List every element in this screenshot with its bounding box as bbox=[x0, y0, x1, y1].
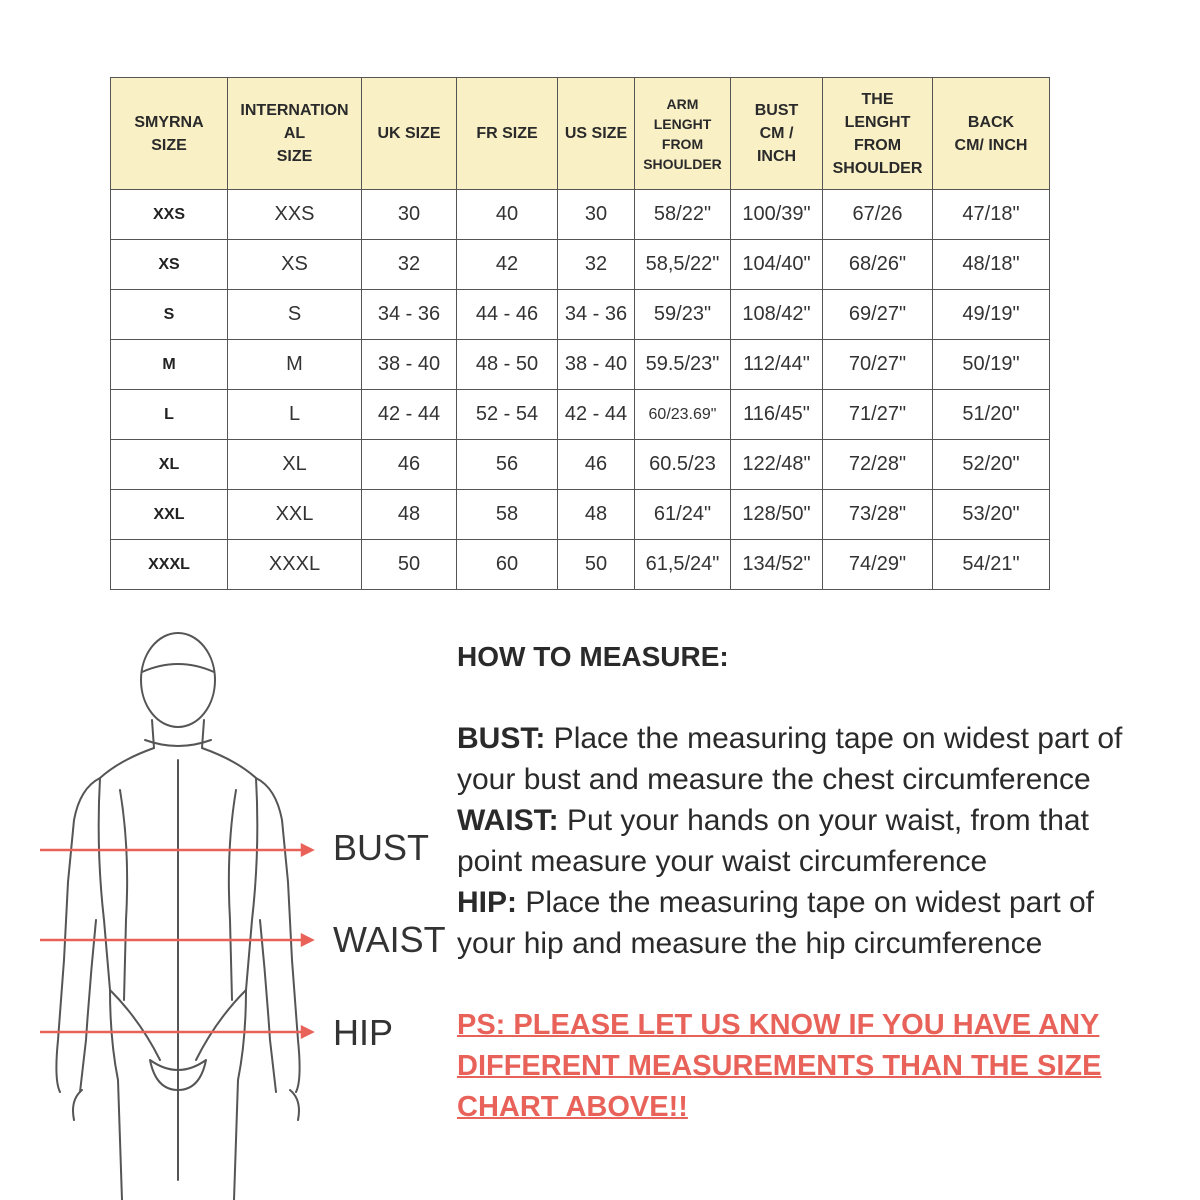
table-cell: 42 bbox=[457, 240, 558, 290]
table-header-row bbox=[111, 78, 1050, 190]
bust-instruction bbox=[457, 718, 1157, 800]
table-cell: 122/48" bbox=[731, 440, 823, 490]
table-cell: 69/27" bbox=[823, 290, 933, 340]
ps-note: PS: PLEASE LET US KNOW IF YOU HAVE ANY DIFFERENT MEASUREMENTS THAN THE SIZE CHART ABOVE!! bbox=[457, 1009, 1102, 1123]
size-name-cell: XS bbox=[111, 240, 228, 290]
table-cell: 52/20" bbox=[933, 440, 1050, 490]
header-international-size: INTERNATION AL SIZE bbox=[228, 78, 362, 190]
size-name-cell: XXS bbox=[111, 190, 228, 240]
table-cell: 116/45" bbox=[731, 390, 823, 440]
table-cell: 68/26" bbox=[823, 240, 933, 290]
table-cell: 46 bbox=[362, 440, 457, 490]
hip-term: HIP: bbox=[457, 886, 517, 919]
hip-instruction bbox=[457, 882, 1157, 964]
table-cell: 128/50" bbox=[731, 490, 823, 540]
table-cell: 60.5/23 bbox=[635, 440, 731, 490]
table-body bbox=[111, 190, 1050, 590]
table-cell: 34 - 36 bbox=[558, 290, 635, 340]
table-cell: 60 bbox=[457, 540, 558, 590]
table-cell: XXL bbox=[228, 490, 362, 540]
size-name-cell: XXL bbox=[111, 490, 228, 540]
table-cell: 48 bbox=[362, 490, 457, 540]
how-to-measure-section bbox=[457, 636, 1157, 1128]
body-outline-icon bbox=[0, 620, 440, 1200]
table-cell: 72/28" bbox=[823, 440, 933, 490]
table-row bbox=[111, 340, 1050, 390]
size-chart-table bbox=[110, 77, 1050, 590]
table-cell: XS bbox=[228, 240, 362, 290]
table-cell: 48 bbox=[558, 490, 635, 540]
table-row bbox=[111, 240, 1050, 290]
header-bust: BUST CM / INCH bbox=[731, 78, 823, 190]
table-cell: 51/20" bbox=[933, 390, 1050, 440]
header-length-from-shoulder: THE LENGHT FROM SHOULDER bbox=[823, 78, 933, 190]
header-uk-size: UK SIZE bbox=[362, 78, 457, 190]
table-cell: 60/23.69" bbox=[635, 390, 731, 440]
table-cell: 73/28" bbox=[823, 490, 933, 540]
table-cell: 70/27" bbox=[823, 340, 933, 390]
hip-text: Place the measuring tape on widest part of your hip and measure the hip circumference bbox=[457, 886, 1095, 960]
header-us-size: US SIZE bbox=[558, 78, 635, 190]
table-cell: 58 bbox=[457, 490, 558, 540]
table-cell: 74/29" bbox=[823, 540, 933, 590]
table-cell: M bbox=[228, 340, 362, 390]
table-cell: 34 - 36 bbox=[362, 290, 457, 340]
table-cell: 53/20" bbox=[933, 490, 1050, 540]
header-smyrna-size: SMYRNA SIZE bbox=[111, 78, 228, 190]
table-cell: 42 - 44 bbox=[362, 390, 457, 440]
size-name-cell: XL bbox=[111, 440, 228, 490]
table-cell: 61/24" bbox=[635, 490, 731, 540]
table-cell: 44 - 46 bbox=[457, 290, 558, 340]
table-cell: 61,5/24" bbox=[635, 540, 731, 590]
waist-text: Put your hands on your waist, from that point measure your waist circumference bbox=[457, 804, 1089, 878]
size-name-cell: S bbox=[111, 290, 228, 340]
table-cell: 100/39" bbox=[731, 190, 823, 240]
table-row bbox=[111, 290, 1050, 340]
table-cell: 56 bbox=[457, 440, 558, 490]
table-cell: 32 bbox=[362, 240, 457, 290]
table-row bbox=[111, 540, 1050, 590]
table-cell: 134/52" bbox=[731, 540, 823, 590]
table-cell: 108/42" bbox=[731, 290, 823, 340]
table-cell: 42 - 44 bbox=[558, 390, 635, 440]
table-row bbox=[111, 440, 1050, 490]
table-cell: 58/22" bbox=[635, 190, 731, 240]
table-cell: 38 - 40 bbox=[362, 340, 457, 390]
bust-label: BUST bbox=[333, 827, 430, 868]
table-cell: 58,5/22" bbox=[635, 240, 731, 290]
table-cell: XL bbox=[228, 440, 362, 490]
size-name-cell: L bbox=[111, 390, 228, 440]
table-row bbox=[111, 190, 1050, 240]
table-cell: 46 bbox=[558, 440, 635, 490]
table-cell: 54/21" bbox=[933, 540, 1050, 590]
table-cell: 50 bbox=[362, 540, 457, 590]
table-cell: 50 bbox=[558, 540, 635, 590]
table-cell: 30 bbox=[558, 190, 635, 240]
bust-text: Place the measuring tape on widest part of your bust and measure the chest circumference bbox=[457, 722, 1123, 796]
size-name-cell: XXXL bbox=[111, 540, 228, 590]
header-back: BACK CM/ INCH bbox=[933, 78, 1050, 190]
waist-instruction bbox=[457, 800, 1157, 882]
table-row bbox=[111, 490, 1050, 540]
table-cell: 48 - 50 bbox=[457, 340, 558, 390]
header-arm-length: ARM LENGHT FROM SHOULDER bbox=[635, 78, 731, 190]
how-to-measure-heading: HOW TO MEASURE: bbox=[457, 641, 729, 672]
table-cell: 32 bbox=[558, 240, 635, 290]
table-cell: 47/18" bbox=[933, 190, 1050, 240]
table-cell: L bbox=[228, 390, 362, 440]
waist-term: WAIST: bbox=[457, 804, 559, 837]
waist-label: WAIST bbox=[333, 919, 446, 960]
table-cell: 38 - 40 bbox=[558, 340, 635, 390]
table-row bbox=[111, 390, 1050, 440]
table-cell: 40 bbox=[457, 190, 558, 240]
table-cell: 30 bbox=[362, 190, 457, 240]
table-cell: 52 - 54 bbox=[457, 390, 558, 440]
table-cell: S bbox=[228, 290, 362, 340]
header-fr-size: FR SIZE bbox=[457, 78, 558, 190]
table-cell: 48/18" bbox=[933, 240, 1050, 290]
table-cell: XXS bbox=[228, 190, 362, 240]
bust-term: BUST: bbox=[457, 722, 546, 755]
table-cell: 59.5/23" bbox=[635, 340, 731, 390]
hip-label: HIP bbox=[333, 1012, 394, 1053]
table-cell: 67/26 bbox=[823, 190, 933, 240]
size-name-cell: M bbox=[111, 340, 228, 390]
table-cell: 59/23" bbox=[635, 290, 731, 340]
table-cell: 50/19" bbox=[933, 340, 1050, 390]
table-cell: 49/19" bbox=[933, 290, 1050, 340]
table-cell: 112/44" bbox=[731, 340, 823, 390]
table-cell: 71/27" bbox=[823, 390, 933, 440]
table-cell: 104/40" bbox=[731, 240, 823, 290]
table-cell: XXXL bbox=[228, 540, 362, 590]
